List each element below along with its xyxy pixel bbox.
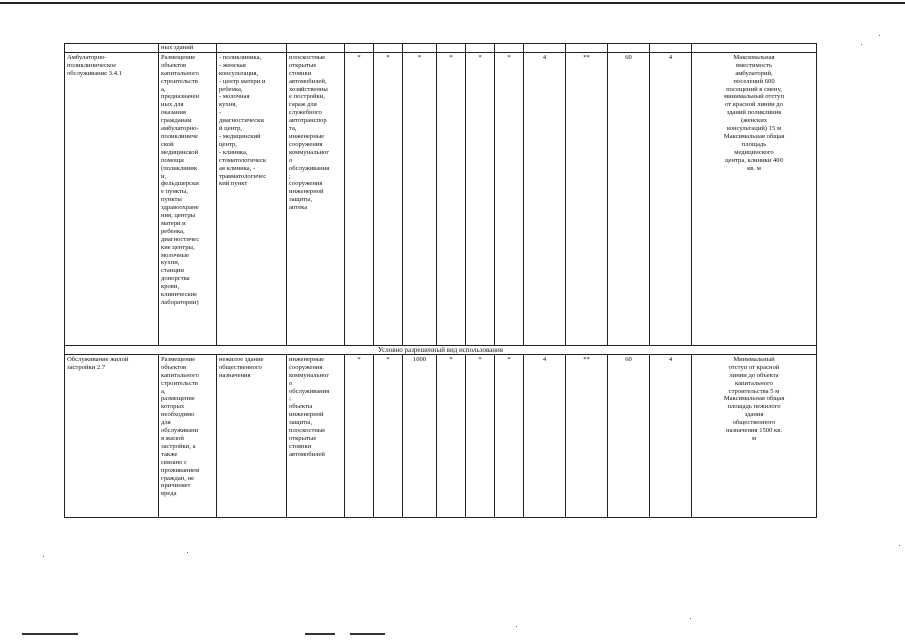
header-cell: [345, 44, 374, 53]
header-cell: [217, 44, 287, 53]
parameter-cell: *: [466, 52, 495, 345]
main-use-list: нежилое здание общественного назначения: [217, 354, 287, 517]
parameter-cell: *: [374, 354, 403, 517]
header-cell: [650, 44, 692, 53]
main-use-list: - поликлиника, - женская консультация, - центр матери и ребенка, - молочная кухня, - диагностически й центр, - медицинский центр, - клиника, стоматологическ ая клиника, - травматологичес кий пункт: [217, 52, 287, 345]
parameter-cell: *: [495, 52, 524, 345]
parameter-cell: **: [566, 52, 608, 345]
parameter-cell: *: [345, 354, 374, 517]
header-cell: [403, 44, 437, 53]
use-type-name: Обслуживание жилой застройки 2.7: [65, 354, 159, 517]
header-cell: [374, 44, 403, 53]
parameter-cell: *: [374, 52, 403, 345]
header-cell: [65, 44, 159, 53]
scan-edge-mark: [305, 633, 335, 635]
table-header-continuation-row: [65, 44, 817, 53]
notes-cell: Минимальный отступ от красной линии до объекта капитального строительства 5 м Максимальная общая площадь нежилого здания общественного назначения 1500 кв. м: [692, 354, 817, 517]
section-header-row: [65, 345, 817, 354]
table-row: [65, 354, 817, 517]
page-top-rule: [0, 2, 905, 4]
header-cell: [287, 44, 345, 53]
parameter-cell: 4: [650, 354, 692, 517]
header-cell: [495, 44, 524, 53]
header-cell: [566, 44, 608, 53]
min-plot-area-cell: 1000: [403, 354, 437, 517]
header-cell: [524, 44, 566, 53]
max-coverage-cell: 60: [608, 52, 650, 345]
auxiliary-use-list: инженерные сооружения коммунальног о обслуживания ; объекты инженерной защиты, плоскостные открытые стоянки автомобилей: [287, 354, 345, 517]
parameter-cell: 4: [650, 52, 692, 345]
max-floors-cell: 4: [524, 354, 566, 517]
zoning-regulations-table: [64, 43, 817, 518]
max-coverage-cell: 60: [608, 354, 650, 517]
header-cell: [692, 44, 817, 53]
auxiliary-use-list: плоскостные открытые стоянки автомобилей, хозяйственны е постройки, гараж для служебного автотранспор та, инженерные сооружения коммунальног о обслуживания ; сооружения инженерной защиты, аптека: [287, 52, 345, 345]
header-cell: [608, 44, 650, 53]
use-type-name: Амбулаторно- поликлиническое обслуживание 3.4.1: [65, 52, 159, 345]
parameter-cell: *: [403, 52, 437, 345]
max-floors-cell: 4: [524, 52, 566, 345]
parameter-cell: *: [495, 354, 524, 517]
parameter-cell: *: [437, 52, 466, 345]
use-type-description: Размещение объектов капитального строительств а, предназначен ных для оказания гражданам амбулаторно- поликлиниче ской медицинской помощи (поликлиник и, фельдшерски е пункты, пункты здравоохране ния, центры матери и ребенка, диагностичес кие центры, молочные кухни, станции донорства крови, клинические лаборатории): [159, 52, 217, 345]
header-cell: [437, 44, 466, 53]
header-cell-description: ных зданий: [159, 44, 217, 53]
scan-edge-mark: [350, 633, 385, 635]
notes-cell: Максимальная вместимость амбулаторий, поселений 600 посещений в смену, минимальный отступ от красной линии до зданий поликлиник (женских консультаций) 15 м Максимальная общая площадь медицинского центра, клиники 400 кв. м: [692, 52, 817, 345]
use-type-description: Размещение объектов капитального строительств а, размещение которых необходимо для обслуживани я жилой застройки, а также связано с проживанием граждан, не причиняет вреда: [159, 354, 217, 517]
section-title: Условно разрешенный вид использования: [65, 345, 817, 354]
table-row: [65, 52, 817, 345]
parameter-cell: *: [437, 354, 466, 517]
parameter-cell: *: [466, 354, 495, 517]
parameter-cell: *: [345, 52, 374, 345]
parameter-cell: **: [566, 354, 608, 517]
header-cell: [466, 44, 495, 53]
scan-edge-mark: [22, 633, 78, 635]
